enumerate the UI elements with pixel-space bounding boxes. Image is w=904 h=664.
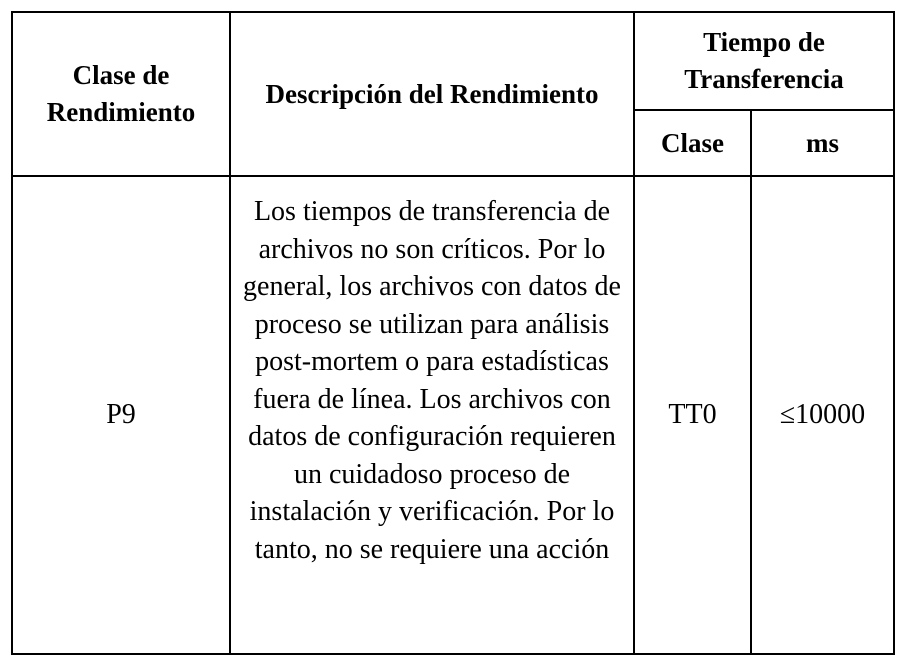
cell-description [230,176,634,654]
cell-transfer-class: TT0 [634,176,751,654]
header-ms: ms [751,110,894,176]
table-row [12,176,894,654]
performance-table [11,11,895,655]
cell-ms: ≤10000 [751,176,894,654]
header-performance-description: Descripción del Rendimiento [230,12,634,176]
cell-performance-class: P9 [12,176,230,654]
header-performance-class: Clase de Rendimiento [12,12,230,176]
header-transfer-time: Tiempo de Transferencia [634,12,894,110]
header-row-top [12,12,894,110]
header-class: Clase [634,110,751,176]
description-text: Los tiempos de transferencia de archivos no son críticos. Por lo general, los archivos con datos de proceso se utilizan para análisis post-mortem o para estadísticas fuera de línea. Los archivos con datos de configuración requieren un cuidadoso proceso de instalación y verificación. Por lo tanto, no se requiere una acción [243,196,621,565]
